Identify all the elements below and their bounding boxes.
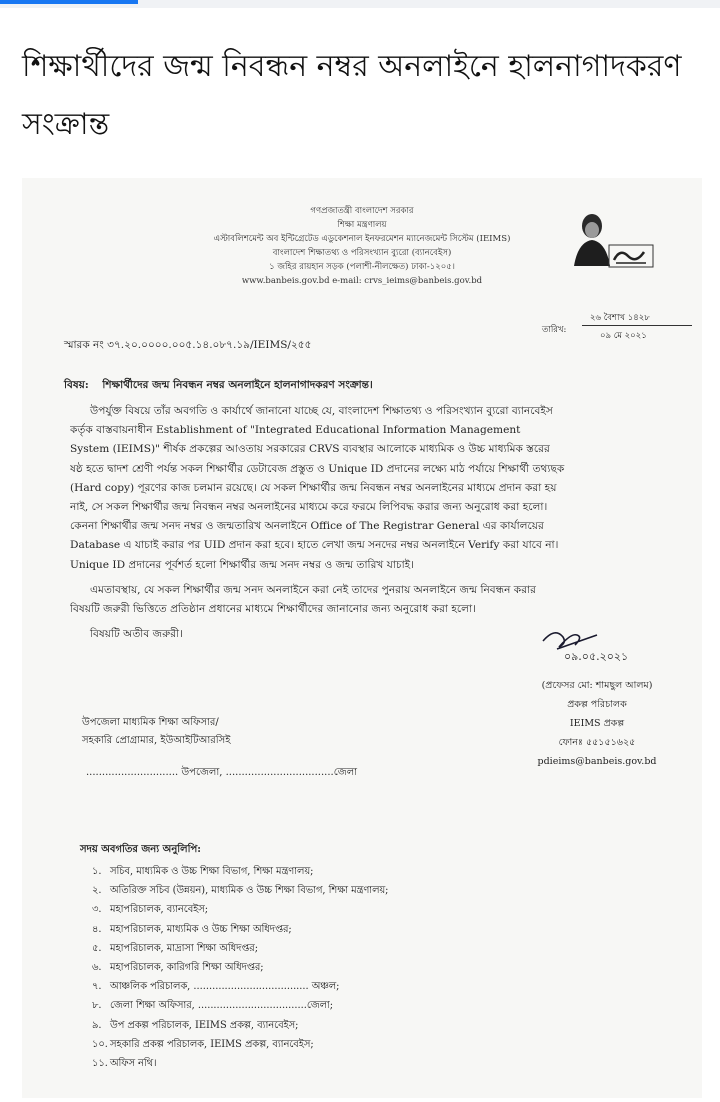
body-line: উপর্যুক্ত বিষয়ে তাঁর অবগতি ও কার্যার্থে জানানো যাচ্ছে যে, বাংলাদেশ শিক্ষাতথ্য ও পরিসংখ্যান ব্যুরো ব্যানবেইস [90, 405, 553, 417]
list-item: ২. অতিরিক্ত সচিব (উন্নয়ন), মাধ্যমিক ও উচ্চ শিক্ষা বিভাগ, শিক্ষা মন্ত্রণালয়; [92, 885, 389, 897]
letter-body [70, 402, 670, 644]
recipient-line: সহকারি প্রোগ্রামার, ইউআইটিআরসিই [82, 735, 231, 746]
signer-email: pdieims@banbeis.gov.bd [537, 756, 657, 767]
body-line: নাই, সে সকল শিক্ষার্থীর জন্ম নিবন্ধন নম্বর অনলাইনের মাধ্যমে করে ফরমে লিপিবদ্ধ করার জন্য অনুরোধ করা হলো। [70, 501, 548, 514]
body-line: কেননা শিক্ষার্থীর জন্ম সনদ নম্বর ও জন্মতারিখ অনলাইনে Office of The Registrar General এর কার্যালয়ের [70, 520, 544, 533]
recipient-line: উপজেলা মাধ্যমিক শিক্ষা অফিসার/ [82, 717, 219, 728]
active-tab-indicator [0, 0, 138, 4]
list-item: ৬. মহাপরিচালক, কারিগরি শিক্ষা অধিদপ্তর; [92, 962, 264, 974]
letterhead-line: গণপ্রজাতন্ত্রী বাংলাদেশ সরকার [310, 206, 414, 216]
letterhead-line: ১ জহির রায়হান সড়ক (পলাশী-নীলক্ষেত) ঢাকা-১২০৫। [269, 262, 455, 272]
body-line: Unique ID প্রদানের পূর্বশর্ত হলো শিক্ষার্থীর জন্ম সনদ নম্বর ও জন্ম তারিখ যাচাই। [70, 558, 414, 571]
date-bangla: ২৬ বৈশাখ ১৪২৮ [590, 313, 650, 323]
list-item: ১. সচিব, মাধ্যমিক ও উচ্চ শিক্ষা বিভাগ, শিক্ষা মন্ত্রণালয়; [92, 866, 314, 877]
memo-number: স্মারক নং ৩৭.২০.০০০০.০০৫.১৪.০৮৭.১৯/IEIMS/২৫৫ [64, 339, 312, 351]
letterhead-line: শিক্ষা মন্ত্রণালয় [337, 220, 387, 230]
signer-block [492, 676, 702, 771]
list-item: ১০. সহকারি প্রকল্প পরিচালক, IEIMS প্রকল্প, ব্যানবেইস; [92, 1038, 314, 1050]
list-item: ৮. জেলা শিক্ষা অফিসার, ...................................জেলা; [92, 1000, 334, 1012]
signer-title: প্রকল্প পরিচালক [567, 699, 627, 710]
letterhead-line: এস্টাবলিশমেন্ট অব ইন্টিগ্রেটেড এডুকেশনাল ইনফরমেশন ম্যানেজমেন্ট সিস্টেম (IEIMS) [213, 234, 511, 244]
signature-date: ০৯.০৫.২০২১ [564, 650, 629, 663]
body-line: Database এ যাচাই করার পর UID প্রদান করা হবে। হাতে লেখা জন্ম সনদের নম্বর অনলাইনে Verify করা যাবে না। [70, 539, 559, 552]
mujib-centenary-logo [608, 244, 654, 268]
list-item: ৫. মহাপরিচালক, মাদ্রাসা শিক্ষা অধিদপ্তর; [92, 942, 258, 954]
recipient-block [82, 714, 357, 782]
feed-top-strip [0, 0, 720, 8]
letterhead-line: www.banbeis.gov.bd e-mail: crvs_ieims@banbeis.gov.bd [241, 276, 483, 286]
date-english: ০৯ মে ২০২১ [600, 331, 647, 341]
recipient-address: ............................. উপজেলা, ..................................জেলা [86, 767, 358, 778]
letterhead-line: বাংলাদেশ শিক্ষাতথ্য ও পরিসংখ্যান ব্যুরো (ব্যানবেইস) [272, 248, 452, 258]
signer-name: (প্রফেসর মো: শামছুল আলম) [541, 680, 653, 691]
date-divider [582, 325, 692, 326]
body-line: (Hard copy) পূরণের কাজ চলমান রয়েছে। যে সকল শিক্ষার্থীর জন্ম নিবন্ধন নম্বর অনলাইনের মাধ্যমে প্রদান করা হয় [70, 481, 557, 494]
body-line: কর্তৃক বাস্তবায়নাধীন Establishment of "Integrated Educational Information Management [70, 424, 521, 437]
post-caption: শিক্ষার্থীদের জন্ম নিবন্ধন নম্বর অনলাইনে হালনাগাদকরণ সংক্রান্ত [22, 49, 682, 142]
body-line: বিষয়টি অতীব জরুরী। [90, 628, 183, 641]
portrait-image [568, 208, 612, 266]
notice-document [22, 178, 702, 1098]
list-item: ৭. আঞ্চলিক পরিচালক, ..................................... অঞ্চল; [92, 981, 340, 993]
subject-line [64, 378, 373, 395]
body-line: ষষ্ঠ হতে দ্বাদশ শ্রেণী পর্যন্ত সকল শিক্ষার্থীর ডেটাবেজ প্রস্তুত ও Unique ID প্রদানের লক্ষ্যে মাঠ পর্যায়ে শিক্ষার্থী তথ্যছক [70, 462, 565, 475]
date-label: তারিখ: [542, 325, 567, 335]
body-line: System (IEIMS)" শীর্ষক প্রকল্পের আওতায় সরকারের CRVS ব্যবস্থার আলোকে মাধ্যমিক ও উচ্চ মাধ্যমিক স্তরের [70, 443, 550, 456]
list-item: ৪. মহাপরিচালক, মাধ্যমিক ও উচ্চ শিক্ষা অধিদপ্তর; [92, 923, 292, 935]
body-line: বিষয়টি জরুরী ভিত্তিতে প্রতিষ্ঠান প্রধানের মাধ্যমে শিক্ষার্থীদের জানানোর জন্য অনুরোধ করা হলো। [70, 603, 476, 616]
cc-list [92, 862, 388, 1073]
signer-org: IEIMS প্রকল্প [569, 718, 625, 729]
list-item: ৯. উপ প্রকল্প পরিচালক, IEIMS প্রকল্প, ব্যানবেইস; [92, 1019, 299, 1031]
list-item: ১১. অফিস নথি। [92, 1058, 157, 1070]
signer-phone: ফোনঃ ৫৫১৫১৬২৫ [558, 737, 636, 748]
body-line: এমতাবস্থায়, যে সকল শিক্ষার্থীর জন্ম সনদ অনলাইনে করা নেই তাদের পুনরায় অনলাইনে জন্ম নিবন্ধন করার [90, 583, 536, 596]
subject-label: বিষয়: [64, 379, 89, 391]
list-item: ৩. মহাপরিচালক, ব্যানবেইস; [92, 904, 209, 916]
cc-title: সদয় অবগতির জন্য অনুলিপি: [80, 844, 201, 855]
subject-text: শিক্ষার্থীদের জন্ম নিবন্ধন নম্বর অনলাইনে হালনাগাদকরণ সংক্রান্ত। [102, 379, 373, 391]
